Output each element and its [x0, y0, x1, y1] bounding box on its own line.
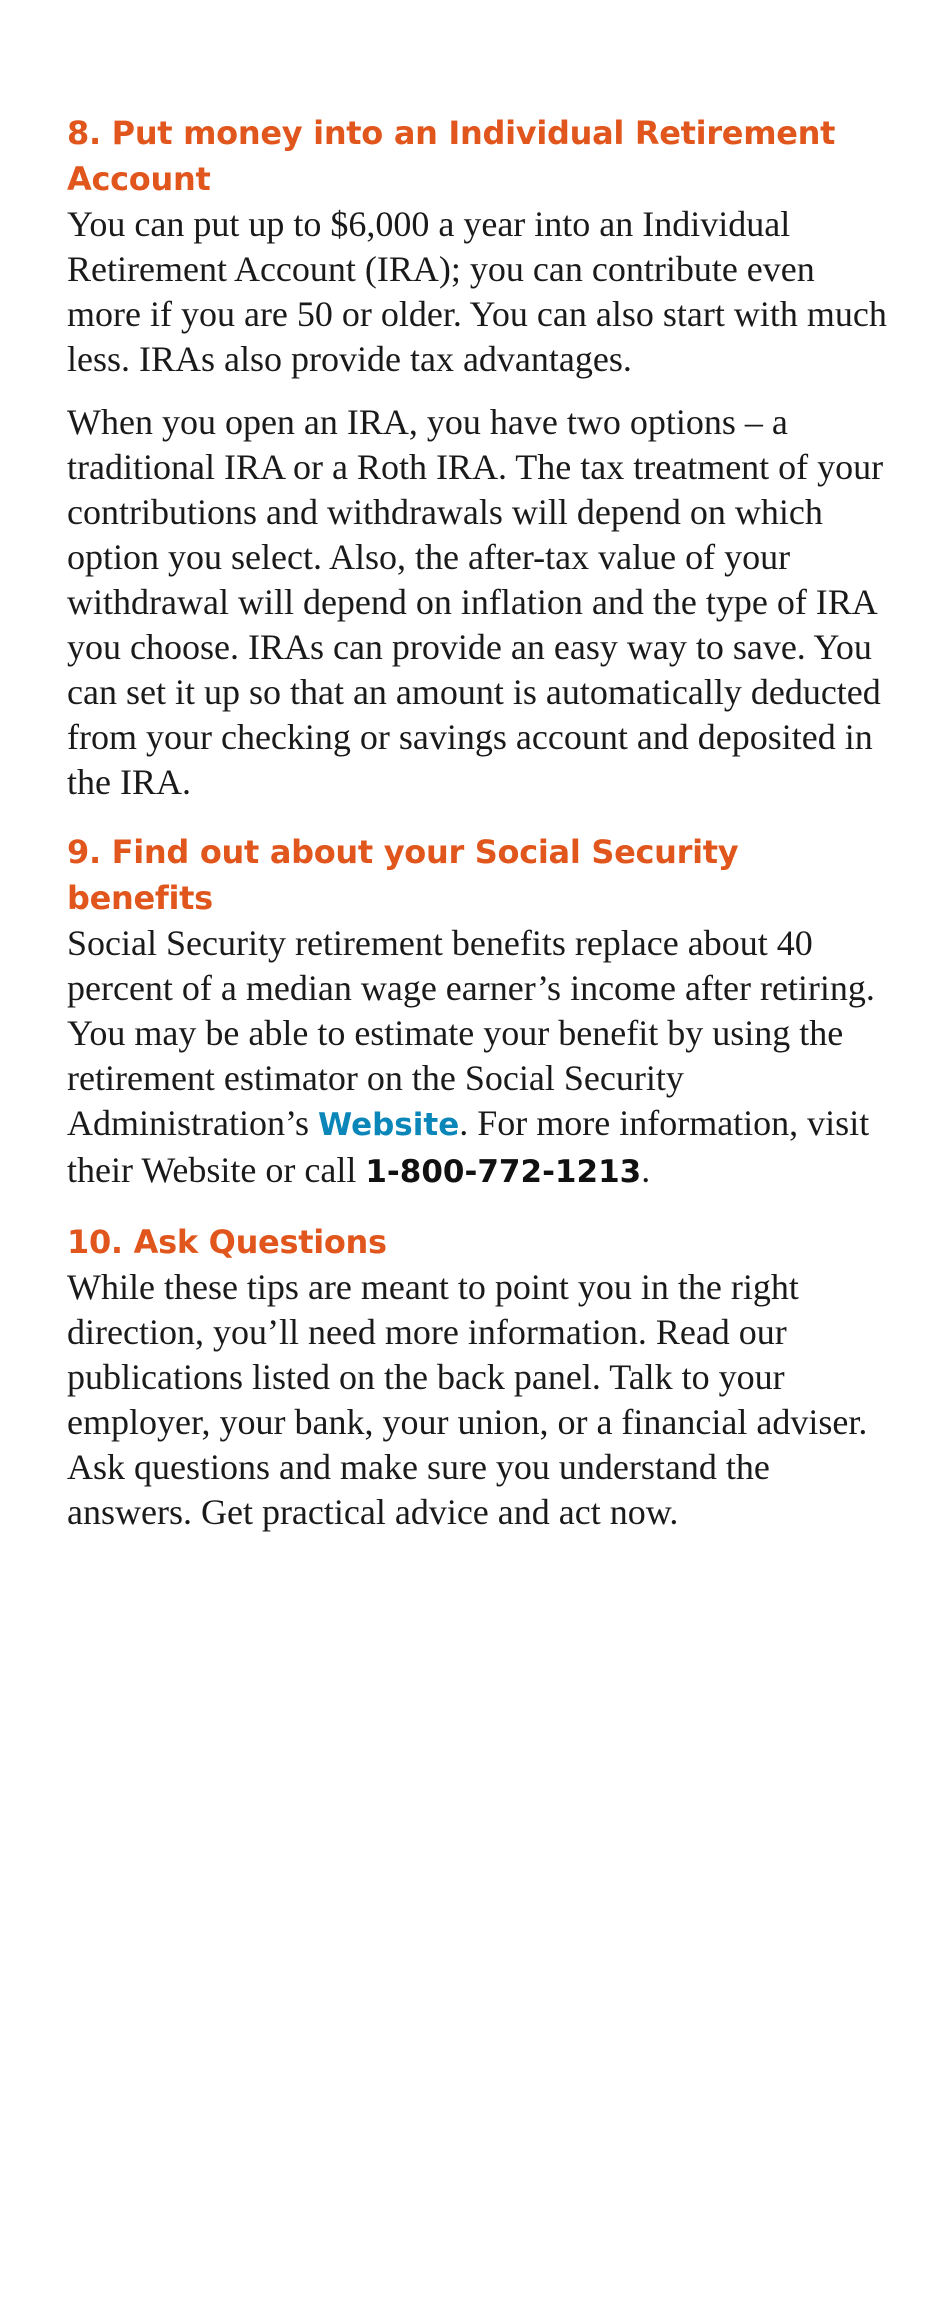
section-heading-ask-questions: 10. Ask Questions: [67, 1223, 387, 1261]
paragraph-ask-questions: While these tips are meant to point you in the right direction, you’ll need more information. Read our publications listed on the back panel. Talk to your employer, your bank, your union, or a financial adviser. Ask questions and make sure you understand the answers. Get practical advice and act now.: [67, 1267, 868, 1532]
section-heading-ira: [67, 110, 897, 202]
paragraph-text-part-3: .: [641, 1150, 651, 1190]
heading-line-2: Account: [67, 160, 211, 198]
section-social-security: [67, 829, 897, 1195]
paragraph-ira-options: When you open an IRA, you have two options – a traditional IRA or a Roth IRA. The tax treatment of your contributions and withdrawals will depend on which option you select. Also, the after-tax value of your withdrawal will depend on inflation and the type of IRA you choose. IRAs can provide an easy way to save. You can set it up so that an amount is automatically deducted from your checking or savings account and deposited in the IRA.: [67, 402, 884, 802]
paragraph-social-security: [67, 921, 897, 1195]
document-page: [67, 110, 897, 1559]
section-ira: [67, 110, 897, 805]
website-link[interactable]: Website: [318, 1107, 460, 1143]
section-heading-social-security: [67, 829, 897, 921]
section-ask-questions: [67, 1219, 897, 1535]
paragraph-text-part-2: . For more information, visit their Website or call: [67, 1103, 870, 1190]
heading-line-1: 9. Find out about your Social Security: [67, 833, 739, 871]
heading-line-2: benefits: [67, 879, 213, 917]
paragraph-text-part-1: Social Security retirement benefits replace about 40 percent of a median wage earner’s income after retiring. You may be able to estimate your benefit by using the retirement estimator on the Social Security Administration’s: [67, 923, 875, 1143]
paragraph-ira-contribution: You can put up to $6,000 a year into an Individual Retirement Account (IRA); you can contribute even more if you are 50 or older. You can also start with much less. IRAs also provide tax advantages.: [67, 204, 887, 379]
heading-line-1: 8. Put money into an Individual Retirement: [67, 114, 836, 152]
phone-number: 1-800-772-1213: [365, 1154, 642, 1190]
